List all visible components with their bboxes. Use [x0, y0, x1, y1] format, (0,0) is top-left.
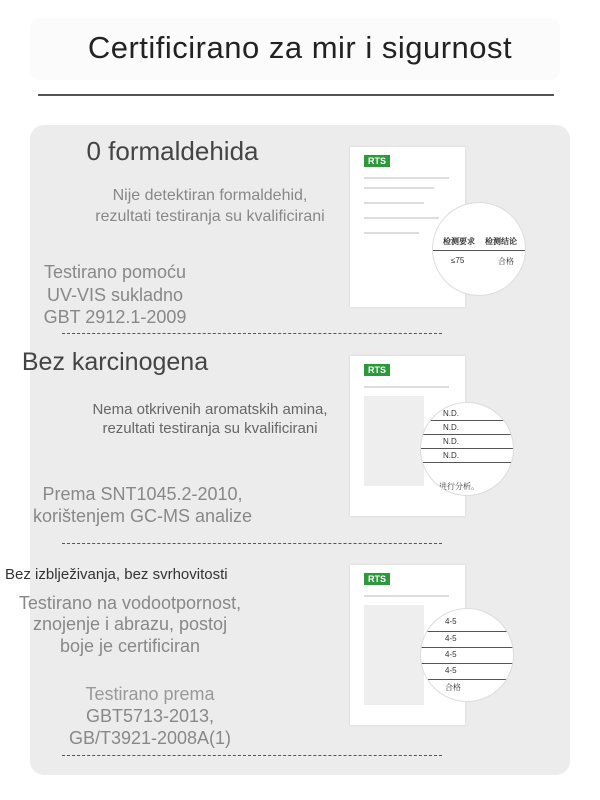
section-standard: GBT5713-2013, — [85, 706, 215, 726]
section-heading: Bez izblježivanja, bez svrhovitosti — [5, 566, 228, 583]
dashed-divider — [62, 755, 442, 756]
section-standard: Testirano prema — [85, 684, 215, 704]
divider — [38, 94, 554, 96]
magnified-result: 检测要求 检测结论 ≤75 合格 — [432, 202, 526, 296]
page-title: Certificirano za mir i sigurnost — [87, 30, 513, 65]
section-standard: GBT 2912.1-2009 — [43, 307, 187, 327]
section-desc: boje je certificiran — [59, 636, 201, 656]
section-standard: GB/T3921-2008A(1) — [68, 728, 232, 748]
dashed-divider — [62, 333, 442, 334]
section-desc: Testirano na vodootpornost, — [18, 593, 242, 613]
section-desc: Nije detektiran formaldehid, — [112, 187, 308, 204]
rts-logo: RTS — [364, 573, 390, 585]
section-desc: rezultati testiranja su kvalificirani — [102, 420, 318, 437]
dashed-divider — [62, 543, 442, 544]
section-desc: rezultati testiranja su kvalificirani — [95, 208, 325, 225]
section-standard: Prema SNT1045.2-2010, — [42, 484, 243, 504]
rts-logo: RTS — [364, 364, 390, 376]
section-heading: Bez karcinogena — [21, 348, 209, 376]
rts-logo: RTS — [364, 155, 390, 167]
section-desc: znojenje i abrazu, postoj — [32, 614, 228, 634]
magnified-result: 4-5 4-5 4-5 4-5 合格 — [420, 608, 514, 702]
section-standard: korištenjem GC-MS analize — [32, 506, 253, 526]
magnified-result: N.D. N.D. N.D. N.D. 进行分析。 — [420, 402, 514, 496]
section-heading: 0 formaldehida — [86, 136, 259, 166]
section-standard: UV-VIS sukladno — [46, 285, 184, 305]
section-standard: Testirano pomoću — [43, 262, 187, 282]
section-desc: Nema otkrivenih aromatskih amina, — [92, 401, 328, 418]
